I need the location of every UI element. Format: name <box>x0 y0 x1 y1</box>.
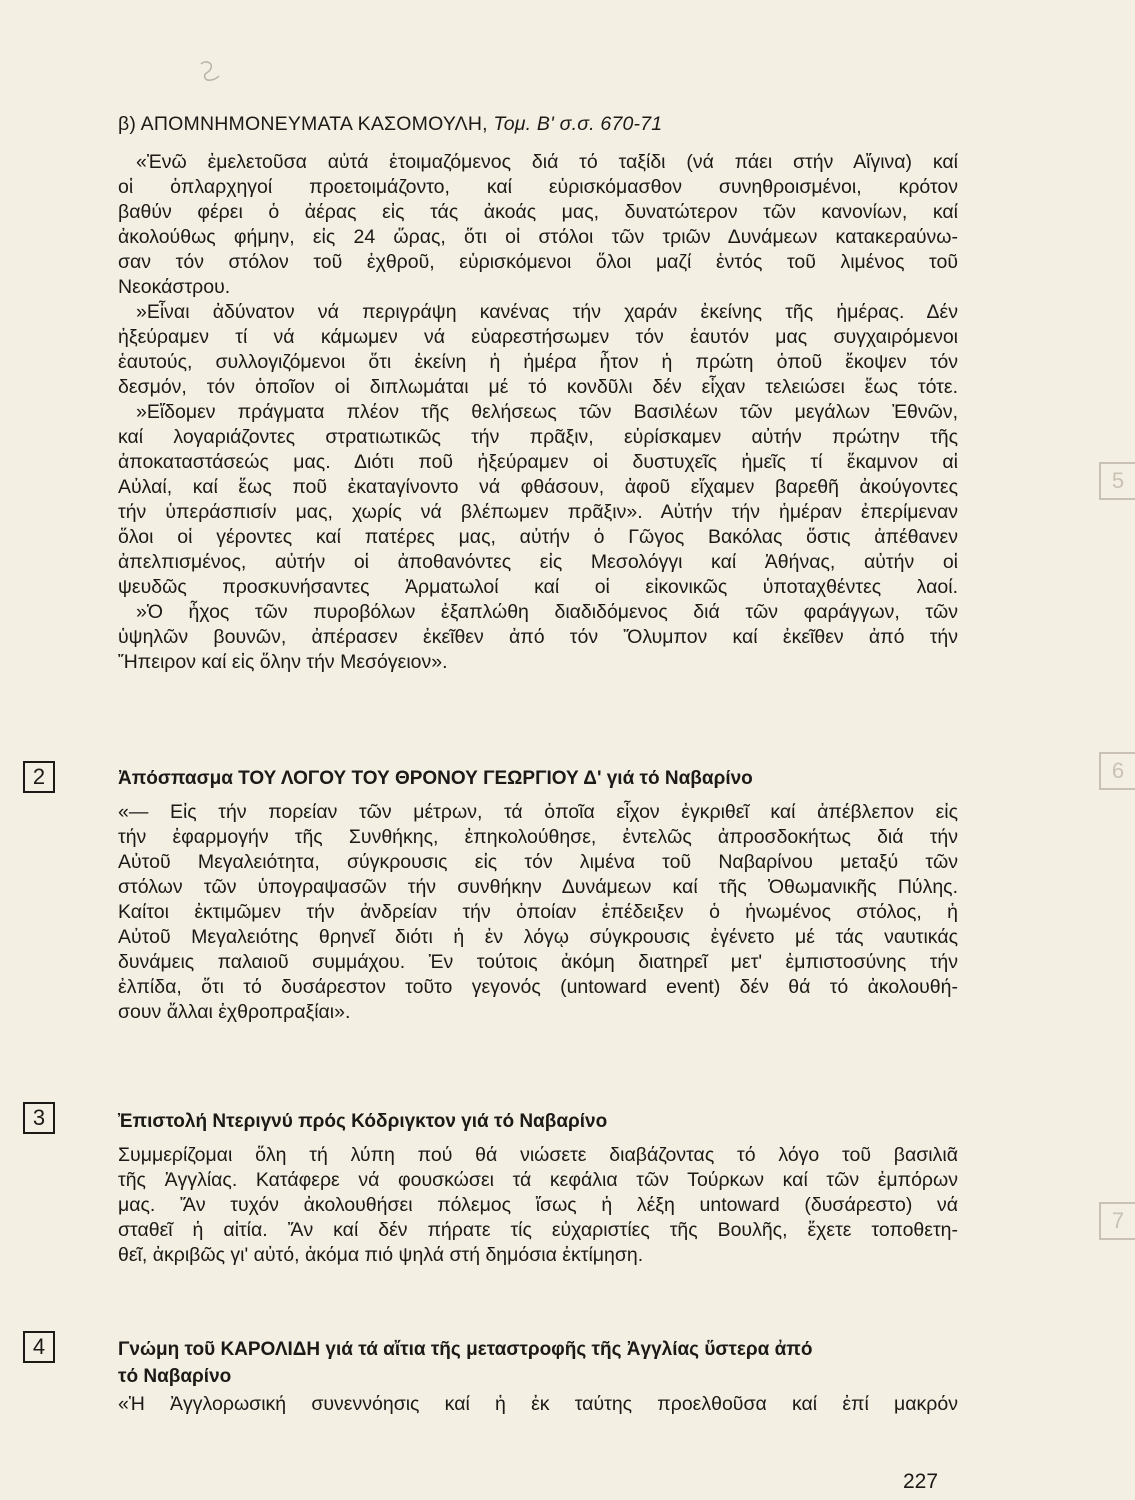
paragraph-line: σταθεῖ ἡ αἰτία. Ἄν καί δέν πήρατε τίς εὐχαριστίες τῆς Βουλῆς, ἔχετε τοποθετη- <box>118 1219 958 1241</box>
paragraph-line: ὅλοι οἱ γέροντες καί πατέρες μας, αὐτήν ὁ Γῶγος Βακόλας ὅστις ἀπέθανεν <box>118 526 958 548</box>
paragraph-line: Νεοκάστρου. <box>118 276 231 298</box>
section-throne-speech <box>118 765 958 792</box>
paragraph-line: Αὐτοῦ Μεγαλειότης θρηνεῖ διότι ἡ ἐν λόγῳ σύγκρουσις ἐγένετο μέ τάς ναυτικάς <box>118 926 958 948</box>
paragraph-line: »Ὁ ἦχος τῶν πυροβόλων ἐξαπλώθη διαδιδόμενος διά τῶν φαράγγων, τῶν <box>136 601 958 623</box>
section-title-main: β) ΑΠΟΜΝΗΜΟΝΕΥΜΑΤΑ ΚΑΣΟΜΟΥΛΗ, <box>118 113 488 135</box>
section-title-ref: Τομ. Β' σ.σ. 670-71 <box>493 113 663 135</box>
paragraph-line: στόλων τῶν ὑπογραψασῶν τήν συνθήκην Δυνάμεων καί τῆς Ὀθωμανικῆς Πύλης. <box>118 876 958 898</box>
paragraph-line: Συμμερίζομαι ὅλη τή λύπη πού θά νιώσετε διαβάζοντας τό λόγο τοῦ βασιλιᾶ <box>118 1144 958 1166</box>
section-number-box: 4 <box>23 1331 55 1363</box>
section-derigny-letter <box>118 1108 958 1135</box>
section-number-box: 3 <box>23 1102 55 1134</box>
section-title-continued: τό Ναβαρίνο <box>118 1366 232 1387</box>
paragraph-line: ἀπελπισμένος, αὐτήν οἱ ἀποθανόντες εἰς Μεσολόγγι καί Ἀθήνας, αὐτήν οἱ <box>118 551 958 573</box>
paragraph-line: τήν ὑπεράσπισίν μας, χωρίς νά βλέπωμεν πρᾶξιν». Αὐτήν τήν ἡμέραν ἐπερίμεναν <box>118 501 958 523</box>
paragraph-line: »Εἴδομεν πράγματα πλέον τῆς θελήσεως τῶν Βασιλέων τῶν μεγάλων Ἐθνῶν, <box>136 401 958 423</box>
section-karolidis-opinion <box>118 1336 958 1390</box>
ghost-margin-number: 7 <box>1099 1202 1135 1240</box>
paragraph-line: ἀποκαταστάσεώς μας. Διότι ποῦ ἠξεύραμεν οἱ δυστυχεῖς ἡμεῖς τί ἔκαμνον αἱ <box>118 451 958 473</box>
section-karolidis-body <box>118 1392 958 1417</box>
section-derigny-letter-body <box>118 1143 958 1268</box>
section-kasomouli-body <box>118 150 958 675</box>
paragraph-line: βαθύν φέρει ὁ ἀέρας εἰς τάς ἀκοάς μας, δυνατώτερον τῶν κανονίων, καί <box>118 201 958 223</box>
ghost-margin-number: 6 <box>1099 752 1135 790</box>
paragraph-line: ἀκολούθως φήμην, εἰς 24 ὥρας, ὅτι οἱ στόλοι τῶν τριῶν Δυνάμεων κατακεραύνω- <box>118 226 958 248</box>
paragraph-line: τῆς Ἀγγλίας. Κατάφερε νά φουσκώσει τά κεφάλια τῶν Τούρκων καί τῶν ἐμπόρων <box>118 1169 958 1191</box>
paragraph-line: «Ἐνῶ ἐμελετοῦσα αὐτά ἑτοιμαζόμενος διά τό ταξίδι (νά πάει στήν Αἴγινα) καί <box>136 151 958 173</box>
section-throne-speech-body <box>118 800 958 1025</box>
paragraph-line: Αὐλαί, καί ἕως ποῦ ἐκαταγίνοντο νά φθάσουν, ἀφοῦ εἴχαμεν βαρεθῆ ἀκούγοντες <box>118 476 958 498</box>
paragraph-line: μας. Ἄν τυχόν ἀκολουθήσει πόλεμος ἴσως ἡ λέξη untoward (δυσάρεστο) νά <box>118 1194 958 1216</box>
paragraph-line: «— Εἰς τήν πορείαν τῶν μέτρων, τά ὁποῖα εἶχον ἐγκριθεῖ καί ἀπέβλεπον εἰς <box>118 801 958 823</box>
paragraph-line: ἠξεύραμεν τί νά κάμωμεν νά εὐαρεστήσωμεν τόν ἑαυτόν μας συγχαιρόμενοι <box>118 326 958 348</box>
section-title <box>118 112 958 137</box>
paragraph-line: δεσμόν, τόν ὁποῖον οἱ διπλωμάται μέ τό κονδῦλι δέν εἶχαν τελειώσει ἕως τότε. <box>118 376 958 398</box>
paragraph-line: σαν τόν στόλον τοῦ ἐχθροῦ, εὑρισκόμενοι ὅλοι μαζί ἐντός τοῦ λιμένος τοῦ <box>118 251 958 273</box>
paragraph-line: δυνάμεις παλαιοῦ συμμάχου. Ἐν τούτοις ἀκόμη διατηρεῖ μετ' ἐμπιστοσύνης τήν <box>118 951 958 973</box>
paragraph-line: τήν ἐφαρμογήν τῆς Συνθήκης, ἐπηκολούθησε, ἐντελῶς ἀπροσδοκήτως διά τήν <box>118 826 958 848</box>
section-number-box: 2 <box>23 761 55 793</box>
paragraph-line: Καίτοι ἐκτιμῶμεν τήν ἀνδρείαν τήν ὁποίαν ἐπέδειξεν ὁ ἡνωμένος στόλος, ἡ <box>118 901 958 923</box>
section-kasomouli <box>118 112 958 137</box>
page-number: 227 <box>903 1470 939 1493</box>
paragraph-line: καί λογαριάζοντες στρατιωτικῶς τήν πρᾶξιν, εὑρίσκαμεν αὐτήν πρώτην τῆς <box>118 426 958 448</box>
paragraph-line: ὑψηλῶν βουνῶν, ἀπέρασεν ἐκεῖθεν ἀπό τόν Ὄλυμπον καί ἐκεῖθεν ἀπό τήν <box>118 626 958 648</box>
ink-smudge <box>195 58 225 84</box>
paragraph-line: »Εἶναι ἀδύνατον νά περιγράψη κανένας τήν χαράν ἐκείνης τῆς ἡμέρας. Δέν <box>136 301 958 323</box>
section-title: Γνώμη τοῦ ΚΑΡΟΛΙΔΗ γιά τά αἴτια τῆς μεταστροφῆς τῆς Ἀγγλίας ὕστερα ἀπό <box>118 1339 813 1360</box>
paragraph-line: ψευδῶς προσκυνήσαντες Ἀρματωλοί καί οἱ εἰκονικῶς ὑποταχθέντες λαοί. <box>118 576 958 598</box>
section-title: Ἀπόσπασμα ΤΟΥ ΛΟΓΟΥ ΤΟΥ ΘΡΟΝΟΥ ΓΕΩΡΓΙΟΥ Δ' γιά τό Ναβαρίνο <box>118 768 753 789</box>
paragraph-line: Αὐτοῦ Μεγαλειότητα, σύγκρουσις εἰς τόν λιμένα τοῦ Ναβαρίνου μεταξύ τῶν <box>118 851 958 873</box>
paragraph-line: ἐλπίδα, ὅτι τό δυσάρεστον τοῦτο γεγονός (untoward event) δέν θά τό ἀκολουθή- <box>118 976 958 998</box>
paragraph-line: ἑαυτούς, συλλογιζόμενοι ὅτι ἐκείνη ἡ ἡμέρα ἦτον ἡ πρώτη ὁποῦ ἔκοψεν τόν <box>118 351 958 373</box>
paragraph-line: οἱ ὁπλαρχηγοί προετοιμάζοντο, καί εὑρισκόμασθον συνηθροισμένοι, κρότον <box>118 176 958 198</box>
ghost-margin-number: 5 <box>1099 462 1135 500</box>
paragraph-line: θεῖ, ἀκριβῶς γι' αὐτό, ἀκόμα πιό ψηλά στή δημόσια ἐκτίμηση. <box>118 1244 644 1266</box>
paragraph-line: Ἤπειρον καί εἰς ὅλην τήν Μεσόγειον». <box>118 651 448 673</box>
paragraph-line: σουν ἄλλαι ἐχθροπραξίαι». <box>118 1001 351 1023</box>
section-title: Ἐπιστολή Ντεριγνύ πρός Κόδριγκτον γιά τό Ναβαρίνο <box>118 1111 608 1132</box>
paragraph-line: «Ἡ Ἀγγλορωσική συνεννόησις καί ἡ ἐκ ταύτης προελθοῦσα καί ἐπί μακρόν <box>118 1393 958 1415</box>
